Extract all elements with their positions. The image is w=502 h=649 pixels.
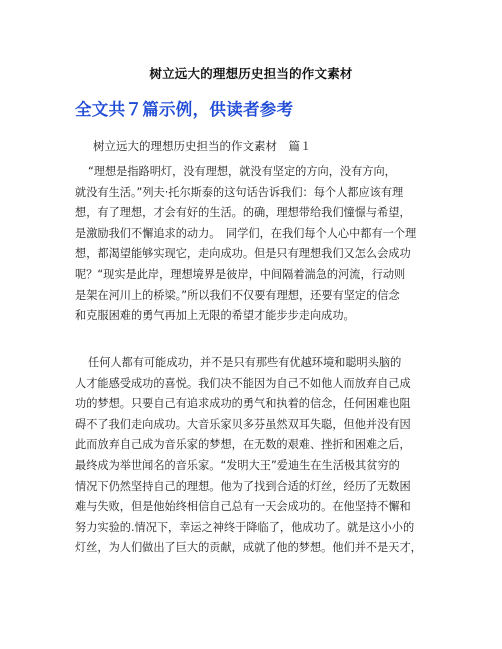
paragraph-line: 情况下仍然坚持自己的理想。他为了找到合适的灯丝，经历了无数困 (75, 479, 411, 493)
paragraph-line: 功的梦想。只要自己有追求成功的勇气和执着的信念，任何困难也阻 (75, 397, 411, 411)
paragraph-line: 最终成为举世闻名的音乐家。“发明大王”爱迪生在生活极其贫穷的 (75, 458, 400, 472)
paragraph-line: 就没有生活。”列夫·托尔斯泰的这句话告诉我们：每个人都应该有理 (75, 185, 404, 199)
paragraph-line: 难与失败，但是他始终相信自己总有一天会成功的。在他坚持不懈和 (75, 500, 411, 514)
document-subtitle: 全文共７篇示例，供读者参考 (75, 100, 294, 119)
paragraph-line: 和克服困难的勇气再加上无限的希望才能步步走向成功。 (75, 309, 355, 323)
paragraph-line: “理想是指路明灯，没有理想，就没有坚定的方向，没有方向， (88, 165, 396, 178)
section-heading: 树立远大的理想历史担当的作文素材 篇１ (93, 139, 312, 153)
paragraph-2 (75, 353, 435, 559)
paragraph-line: 人才能感受成功的喜悦。我们决不能因为自己不如他人而放弃自己成 (75, 376, 411, 390)
paragraph-line: 想，都渴望能够实现它，走向成功。但是只有理想我们又怎么会成功 (75, 247, 411, 261)
paragraph-line: 呢？“现实是此岸，理想境界是彼岸，中间隔着湍急的河流，行动则 (75, 267, 406, 281)
paragraph-line: 任何人都有可能成功，并不是只有那些有优越环境和聪明头脑的 (88, 356, 402, 369)
paragraph-line: 想，有了理想，才会有好的生活。的确，理想带给我们憧憬与希望， (75, 206, 411, 220)
paragraph-line: 此而放弃自己成为音乐家的梦想，在无数的艰难、挫折和困难之后， (75, 438, 411, 452)
paragraph-line: 碍不了我们走向成功。大音乐家贝多芬虽然双耳失聪，但他并没有因 (75, 417, 411, 431)
paragraph-line: 努力实验的.情况下，幸运之神终于降临了，他成功了。就是这小小的 (75, 520, 415, 534)
paragraph-line: 灯丝，为人们做出了巨大的贡献，成就了他的梦想。他们并不是天才， (75, 541, 422, 555)
paragraph-line: 是激励我们不懈追求的动力。 同学们，在我们每个人心中都有一个理 (75, 226, 417, 240)
paragraph-line: 是架在河川上的桥梁。”所以我们不仅要有理想，还要有坚定的信念 (75, 288, 400, 302)
paragraph-1 (75, 162, 435, 327)
document-title: 树立远大的理想历史担当的作文素材 (149, 66, 353, 81)
